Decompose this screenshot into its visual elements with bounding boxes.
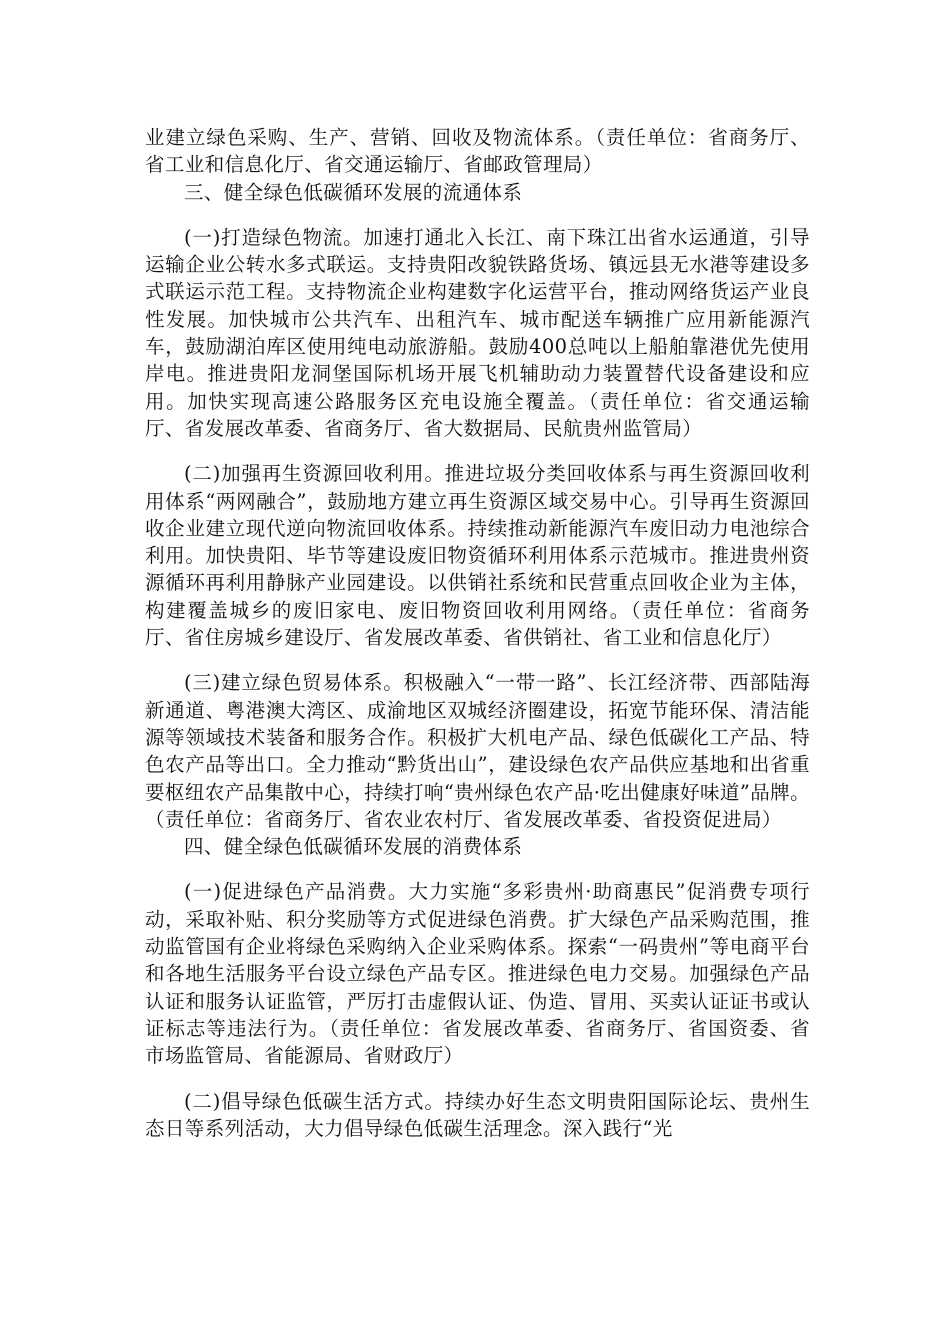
paragraph-resource-recycling: (二)加强再生资源回收利用。推进垃圾分类回收体系与再生资源回收利用体系“两网融合”，鼓励地方建立再生资源区域交易中心。引导再生资源回收企业建立现代逆向物流回收体系。持续推动新能源汽车废旧动力电池综合利用。加快贵阳、毕节等建设废旧物资循环利用体系示范城市。推进贵州资源循环再利用静脉产业园建设。以供销社系统和民营重点回收企业为主体，构建覆盖城乡的废旧家电、废旧物资回收利用网络。（责任单位：省商务厅、省住房城乡建设厅、省发展改革委、省供销社、省工业和信息化厅）: [145, 462, 810, 650]
paragraph-green-lifestyle: (二)倡导绿色低碳生活方式。持续办好生态文明贵阳国际论坛、贵州生态日等系列活动，大力倡导绿色低碳生活理念。深入践行“光: [145, 1089, 810, 1140]
paragraph-green-consumption: (一)促进绿色产品消费。大力实施“多彩贵州·助商惠民”促消费专项行动，采取补贴、积分奖励等方式促进绿色消费。扩大绿色产品采购范围，推动监管国有企业将绿色采购纳入企业采购体系。探索“一码贵州”等电商平台和各地生活服务平台设立绿色产品专区。推进绿色电力交易。加强绿色产品认证和服务认证监管，严厉打击虚假认证、伪造、冒用、买卖认证证书或认证标志等违法行为。（责任单位：省发展改革委、省商务厅、省国资委、省市场监管局、省能源局、省财政厅）: [145, 880, 810, 1068]
paragraph-continuation: 业建立绿色采购、生产、营销、回收及物流体系。（责任单位：省商务厅、省工业和信息化厅、省交通运输厅、省邮政管理局）: [145, 126, 810, 177]
paragraph-green-logistics: (一)打造绿色物流。加速打通北入长江、南下珠江出省水运通道，引导运输企业公转水多式联运。支持贵阳改貌铁路货场、镇远县无水港等建设多式联运示范工程。支持物流企业构建数字化运营平台，推动网络货运产业良性发展。加快城市公共汽车、出租汽车、城市配送车辆推广应用新能源汽车，鼓励湖泊库区使用纯电动旅游船。鼓励400总吨以上船舶靠港优先使用岸电。推进贵阳龙洞堡国际机场开展飞机辅助动力装置替代设备建设和应用。加快实现高速公路服务区充电设施全覆盖。（责任单位：省交通运输厅、省发展改革委、省商务厅、省大数据局、民航贵州监管局）: [145, 225, 810, 440]
section-heading-four: 四、健全绿色低碳循环发展的消费体系: [184, 835, 523, 859]
paragraph-green-trade: (三)建立绿色贸易体系。积极融入“一带一路”、长江经济带、西部陆海新通道、粤港澳大湾区、成渝地区双城经济圈建设，拓宽节能环保、清洁能源等领域技术装备和服务合作。积极扩大机电产品、绿色低碳化工产品、特色农产品等出口。全力推动“黔货出山”，建设绿色农产品供应基地和出省重要枢纽农产品集散中心，持续打响“贵州绿色农产品·吃出健康好味道”品牌。（责任单位：省商务厅、省农业农村厅、省发展改革委、省投资促进局）: [145, 671, 810, 831]
section-heading-three: 三、健全绿色低碳循环发展的流通体系: [184, 180, 523, 204]
document-body: [145, 124, 810, 1142]
